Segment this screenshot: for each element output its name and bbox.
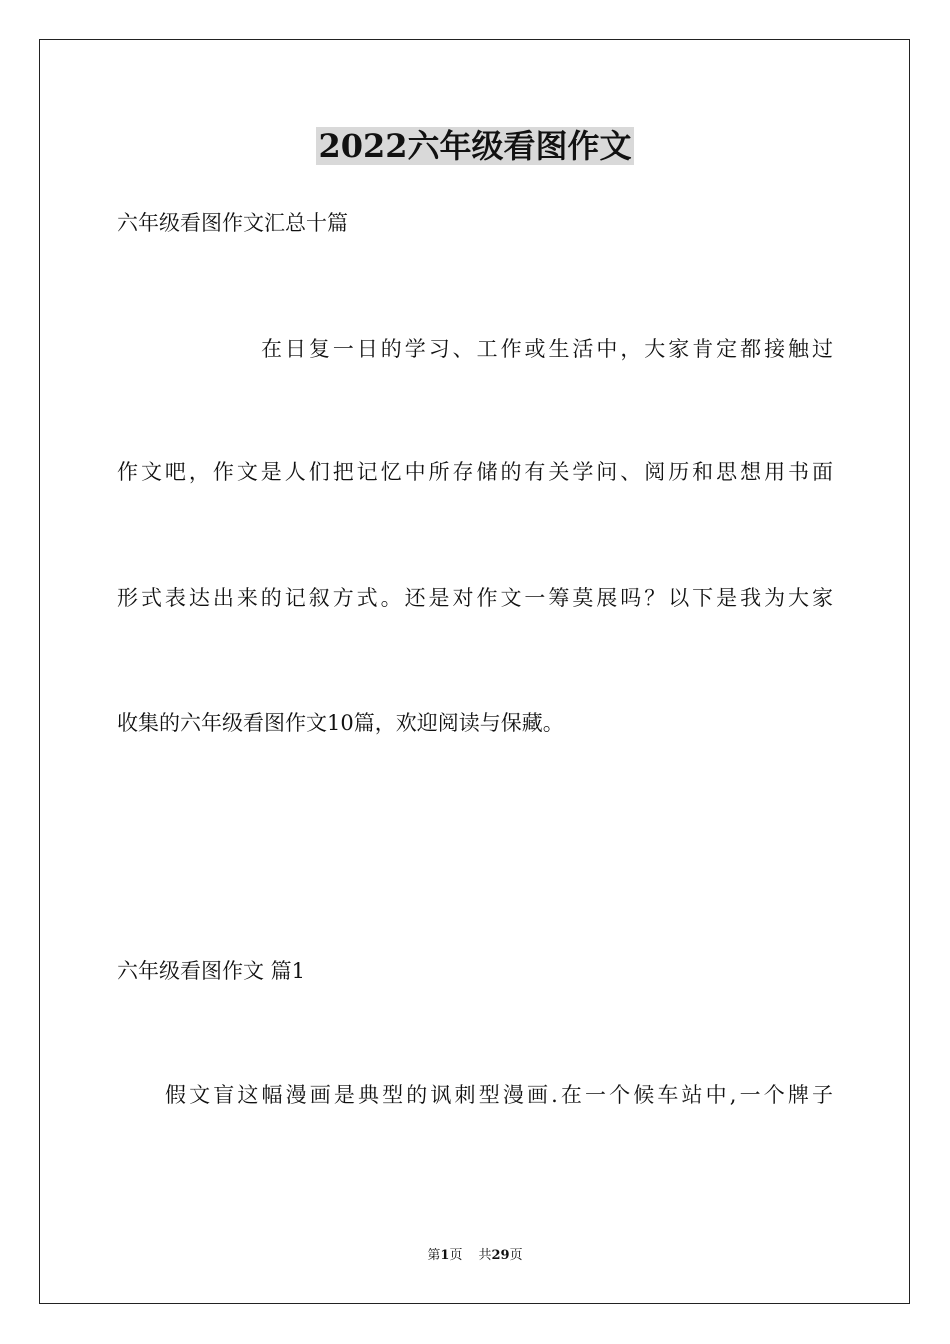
footer-total-prefix: 共	[478, 1248, 492, 1263]
section-heading: 六年级看图作文 篇1	[117, 959, 306, 983]
page-footer	[0, 1247, 950, 1265]
footer-total-suffix: 页	[509, 1248, 523, 1263]
footer-total-pages: 29	[491, 1248, 510, 1263]
footer-page-prefix: 第	[427, 1248, 441, 1263]
document-title	[0, 124, 950, 168]
intro-line-2: 作文吧，作文是人们把记忆中所存储的有关学问、阅历和思想用书面	[117, 460, 833, 484]
footer-page-number: 1	[440, 1248, 450, 1263]
footer-page-suffix: 页	[449, 1248, 463, 1263]
document-title-text: 2022六年级看图作文	[318, 127, 632, 165]
intro-line-1: 在日复一日的学习、工作或生活中，大家肯定都接触过	[261, 337, 833, 361]
document-subtitle: 六年级看图作文汇总十篇	[117, 211, 348, 235]
intro-line-4: 收集的六年级看图作文10篇，欢迎阅读与保藏。	[117, 711, 564, 735]
section-first-line: 假文盲这幅漫画是典型的讽刺型漫画.在一个候车站中,一个牌子	[165, 1083, 833, 1107]
intro-line-3: 形式表达出来的记叙方式。还是对作文一筹莫展吗？以下是我为大家	[117, 586, 833, 610]
